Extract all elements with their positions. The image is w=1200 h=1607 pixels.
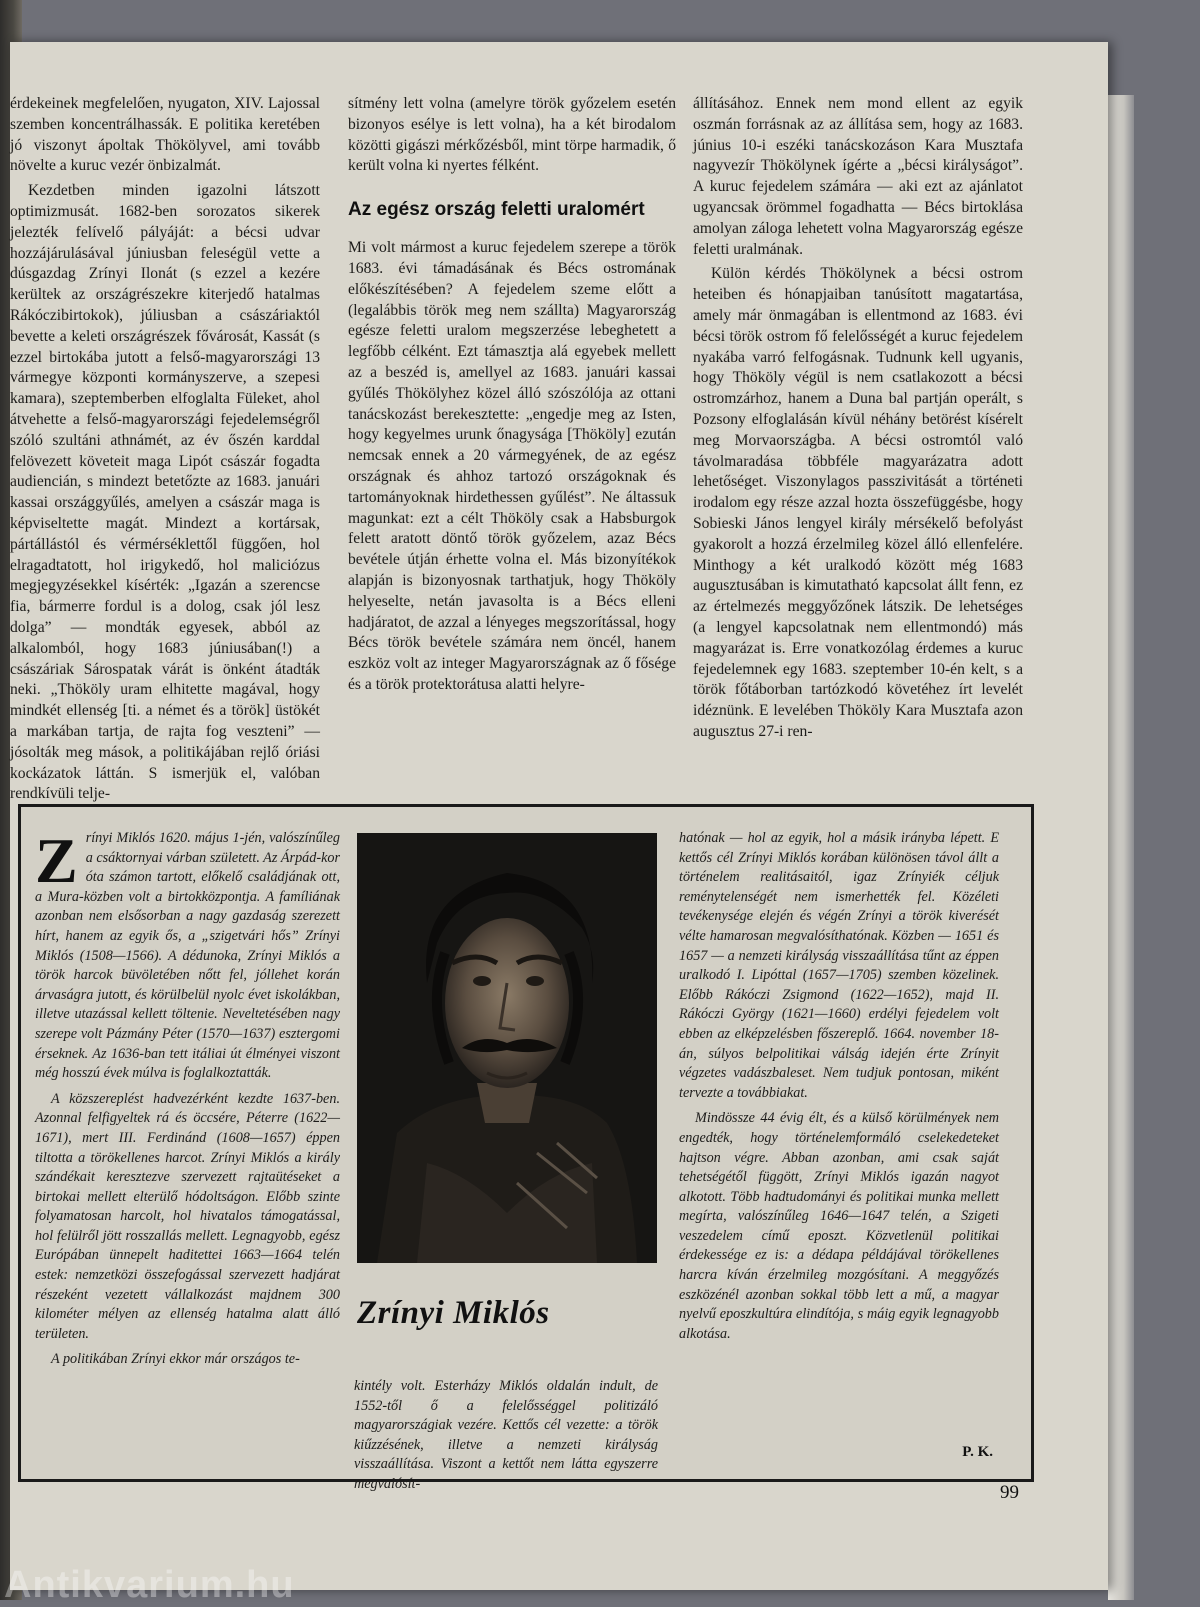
article-paragraph: sítmény lett volna (amelyre török győzelem esetén bizonyos esélye is lett volna), ha a két birodalom közötti gigászi mérkőzésből, mint törpe harmadik, ő került volna ki nyertes félként. bbox=[348, 95, 676, 175]
zrinyi-portrait-image bbox=[357, 833, 657, 1263]
article-column-1 bbox=[10, 94, 320, 809]
sidebar-paragraph: A közszereplést hadvezérként kezdte 1637-ben. Azonnal felfigyeltek rá és öccsére, Péterre (1622—1671), mert III. Ferdinánd (1608—1657) éppen tiltotta a törökellenes harcot. Zrínyi Miklós a király szándékait keresztezve szervezett rajtaütéseket a birtokai mellett elterülő hódoltságon. Előbb szinte folyamatosan harcolt, hol hivatalos támogatással, hol felülről jött rosszallás mellett. Legnagyobb, egész Európában ünnepelt haditettei 1663—1664 telén estek: nemzetközi összefogással szervezett hadjárat részeként vezetett vállalkozást majdnem 300 kilométer mélyen az ellenség hatalma alatt álló területen. bbox=[35, 1090, 340, 1342]
drop-cap: Z bbox=[35, 825, 78, 896]
portrait-caption: Zrínyi Miklós bbox=[357, 1295, 550, 1331]
article-paragraph: állításához. Ennek nem mond ellent az egyik oszmán forrásnak az az állítása sem, hogy az 1683. június 10-i eszéki tanácskozáson Kara Musztafa nagyvezír Thökölynek ígérte a „bécsi királyságot”. A kuruc fejedelem számára — aki ezt az ajánlatot ugyancsak örömmel fogadhatta — Bécs birtoklása amolyan záloga lehetett volna Magyarország egésze feletti uralmának. bbox=[693, 95, 1023, 258]
article-column-2 bbox=[348, 94, 676, 700]
sidebar-paragraph: A politikában Zrínyi ekkor már országos te- bbox=[51, 1351, 300, 1368]
sidebar-column-1 bbox=[35, 825, 340, 1376]
sidebar-column-3 bbox=[679, 829, 999, 1350]
section-heading: Az egész ország feletti uralomért bbox=[348, 199, 645, 221]
sidebar-paragraph: kintély volt. Esterházy Miklós oldalán indult, de 1552-től ő a felelősséggel politizáló magyarországiak vezére. Kettős cél vezette: a török kiűzzésének, illetve a nemzeti királyság visszaállítása. Viszont a kettőt nem látta egyszerre megvalósít- bbox=[354, 1378, 658, 1492]
watermark-text: Antikvarium.hu bbox=[4, 1564, 295, 1606]
magazine-page bbox=[10, 42, 1108, 1590]
sidebar-column-2 bbox=[354, 1377, 658, 1501]
sidebar-paragraph bbox=[35, 825, 340, 1084]
author-initials: P. K. bbox=[962, 1444, 993, 1460]
page-number: 99 bbox=[1000, 1482, 1019, 1503]
sidebar-paragraph: hatónak — hol az egyik, hol a másik irányba lépett. E kettős cél Zrínyi Miklós korában különösen távol állt a történelem realitásaitól, igaz Zrínyiék céljuk reménytelenségét nem ismerhették fel. Közéleti tevékenysége elején és végén Zrínyi a török kiverését vélte hamarosan megvalósíthatónak. Közben — 1651 és 1657 — a nemzeti királyság visszaállítása tűnt az éppen uralkodó I. Lipóttal (1657—1705) szemben közelinek. Előbb Rákóczi Zsigmond (1622—1652), majd II. Rákóczi György (1621—1660) erdélyi fejedelem volt ebben az elképzelésben főszereplő. 1664. november 18-án, súlyos belpolitikai válság idején érte Zrínyit végzetes vadászbaleset. Nem tudjuk pontosan, miként tervezte a továbbiakat. bbox=[679, 830, 999, 1101]
article-column-3 bbox=[693, 94, 1023, 747]
article-paragraph: Mi volt mármost a kuruc fejedelem szerepe a török 1683. évi támadásának és Bécs ostromának előkészítésében? A fejedelem szeme előtt a (legalábbis török meg nem szállta) Magyarország egésze feletti uralom megszerzése lebeghetett a legfőbb célként. Ezt támasztja alá egyebek mellett az a beszéd is, amellyel az 1683. januári kassai gyűlés Thökölyhez közel álló szószólója az ottani tanácskozást berekesztette: „engedje meg az Isten, hogy kegyelmes urunk őnagysága [Thököly] ezután nemcsak ennek a 20 vármegyének, de az egész országnak és ahhoz tartozó országoknak és tartományoknak hirdethessen gyűlést”. Ne áltassuk magunkat: ezt a célt Thököly csak a Habsburgok felett aratott döntő török győzelem, azaz Bécs bevétele útján érhette volna el. Más bizonyítékok alapján is bizonyosnak tarthatjuk, hogy Thököly helyeselte, netán javasolta is a Bécs elleni hadjáratot, de azzal a lényeges megszorítással, hogy Bécs török bevétele számára nem öncél, hanem eszköz volt az integer Magyarországnak az ő fősége és a török protektorátusa alatti helyre- bbox=[348, 239, 676, 693]
article-paragraph: érdekeinek megfelelően, nyugaton, XIV. Lajossal szemben koncentrálhassák. E politika keretében jó viszonyt ápoltak Thökölyvel, ami tovább növelte a kuruc vezér önbizalmát. bbox=[10, 95, 320, 175]
zrinyi-sidebar-box bbox=[18, 804, 1034, 1492]
next-page-edge bbox=[1108, 95, 1134, 1600]
sidebar-paragraph: Mindössze 44 évig élt, és a külső körülmények nem engedték, hogy történelemformáló cselekedeteket hajtson végre. Abban azonban, ami csak saját tehetségétől függött, Zrínyi Miklós igazán nagyot alkotott. Több hadtudományi és politikai munka mellett megírta, valószínűleg 1646—1647 telén, a Szigeti veszedelem című eposzt. Közvetlenül politikai érdekessége ez is: a dédapa példájával törökellenes harcra kíván érzelmileg mozgósítani. A meggyőzés eszközénél azonban sokkal több lett a mű, a magyar nyelvű eposzkultúra elindítója, s máig egyik legnagyobb alkotása. bbox=[679, 1110, 999, 1342]
portrait-illustration bbox=[357, 833, 657, 1263]
article-paragraph: Kezdetben minden igazolni látszott optimizmusát. 1682-ben sorozatos sikerek jelezték felívelő pályáját: a bécsi udvar hozzájárulásával júniusban feleségül vette a dúsgazdag Zrínyi Ilonát (s ezzel a kezére kerültek az országrészekre kiterjedő hatalmas Rákóczibirtokok), júliusban a császáriaktól bevette a keleti országrészek fővárosát, Kassát (s ezzel birtokába jutott a felső-magyarországi 13 vármegye központi kormányszerve, a szepesi kamara), szeptemberben elfoglalta Füleket, ahol átvehette a felső-magyarországi fejedelemségről szóló szultáni athnámét, az év őszén karddal felövezett követeit maga Lipót császár fogadta audiencián, s mindezt betetőzte az 1683. januári kassai országgyűlés, amelyen a császár maga is képviseltette magát. Mindezt a kortársak, pártállástól és vérmérséklettől függően, hol elragadtatott, hol irigykedő, hol maliciózus megjegyzésekkel kísérték: „Igazán a szerencse fia, bármerre fordul is a dolog, csak jól lesz dolga” — mondták egyesek, abból az alkalomból, hogy 1683 júniusában(!) a császáriak Sárospatak várát is önként átadták neki. „Thököly uram elhitette magával, hogy mindkét ellenség [ti. a német és a török] üstökét a markában tartja, de rajta fog veszteni” — jósolták meg mások, a politikájában rejlő óriási kockázatok láttán. S ismerjük el, valóban rendkívüli telje- bbox=[10, 182, 320, 803]
article-paragraph: Külön kérdés Thökölynek a bécsi ostrom heteiben és hónapjaiban tanúsított magatartása, amely már önmagában is ellentmond az 1683. évi bécsi török ostrom fő felelősségét a kuruc fejedelem nyakába varró felfogásnak. Tudnunk kell ugyanis, hogy Thököly végül is nem csatlakozott a bécsi ostromzárhoz, hanem a Duna bal partján operált, s Pozsony elfoglalásán kívül néhány betörést kísérelt meg Morvaországba. A bécsi ostromtól való távolmaradása többféle magyarázatra adott lehetőséget. Viszonylagos passzivitását a történeti irodalom egy része azzal hozta összefüggésbe, hogy Sobieski János lengyel király mérsékelő befolyást gyakorolt a hozzá érzelmileg közel álló ellenfelére. Minthogy a két uralkodó között még 1683 augusztusában is kimutatható kapcsolat állt fenn, ez az értelmezés meggyőzőnek látszik. De lehetséges (a lengyel kapcsolatnak nem ellentmondó) más magyarázat is. Erre vonatkozólag érdemes a kuruc fejedelemnek egy 1683. szeptember 10-én kelt, s a török főtáborban tartózkodó követéhez írt levelét idéznünk. E levelében Thököly Kara Musztafa azon augusztus 27-i ren- bbox=[693, 265, 1023, 740]
sidebar-paragraph-text: rínyi Miklós 1620. május 1-jén, valószínűleg a csáktornyai várban született. Az Árpád-kor óta számon tartott, előkelő családjának ott, a Mura-közben volt a birtokközpontja. A famíliának azonban nem elsősorban a nagy gazdaság szerezett hírt, hanem az egyik ős, a „szigetvári hős” Zrínyi Miklós (1508—1566). A dédunoka, Zrínyi Miklós a török harcok büvöletében nőtt fel, jóllehet korán árvaságra jutott, és körülbelül nyolc évet iskolákban, illetve utazással kellett töltenie. Neveltetésében nagy szerepe volt Pázmány Péter (1570—1637) esztergomi érseknek. Az 1636-ban tett itáliai út élményei viszont még hosszú évek múlva is foglalkoztatták. bbox=[35, 830, 340, 1082]
